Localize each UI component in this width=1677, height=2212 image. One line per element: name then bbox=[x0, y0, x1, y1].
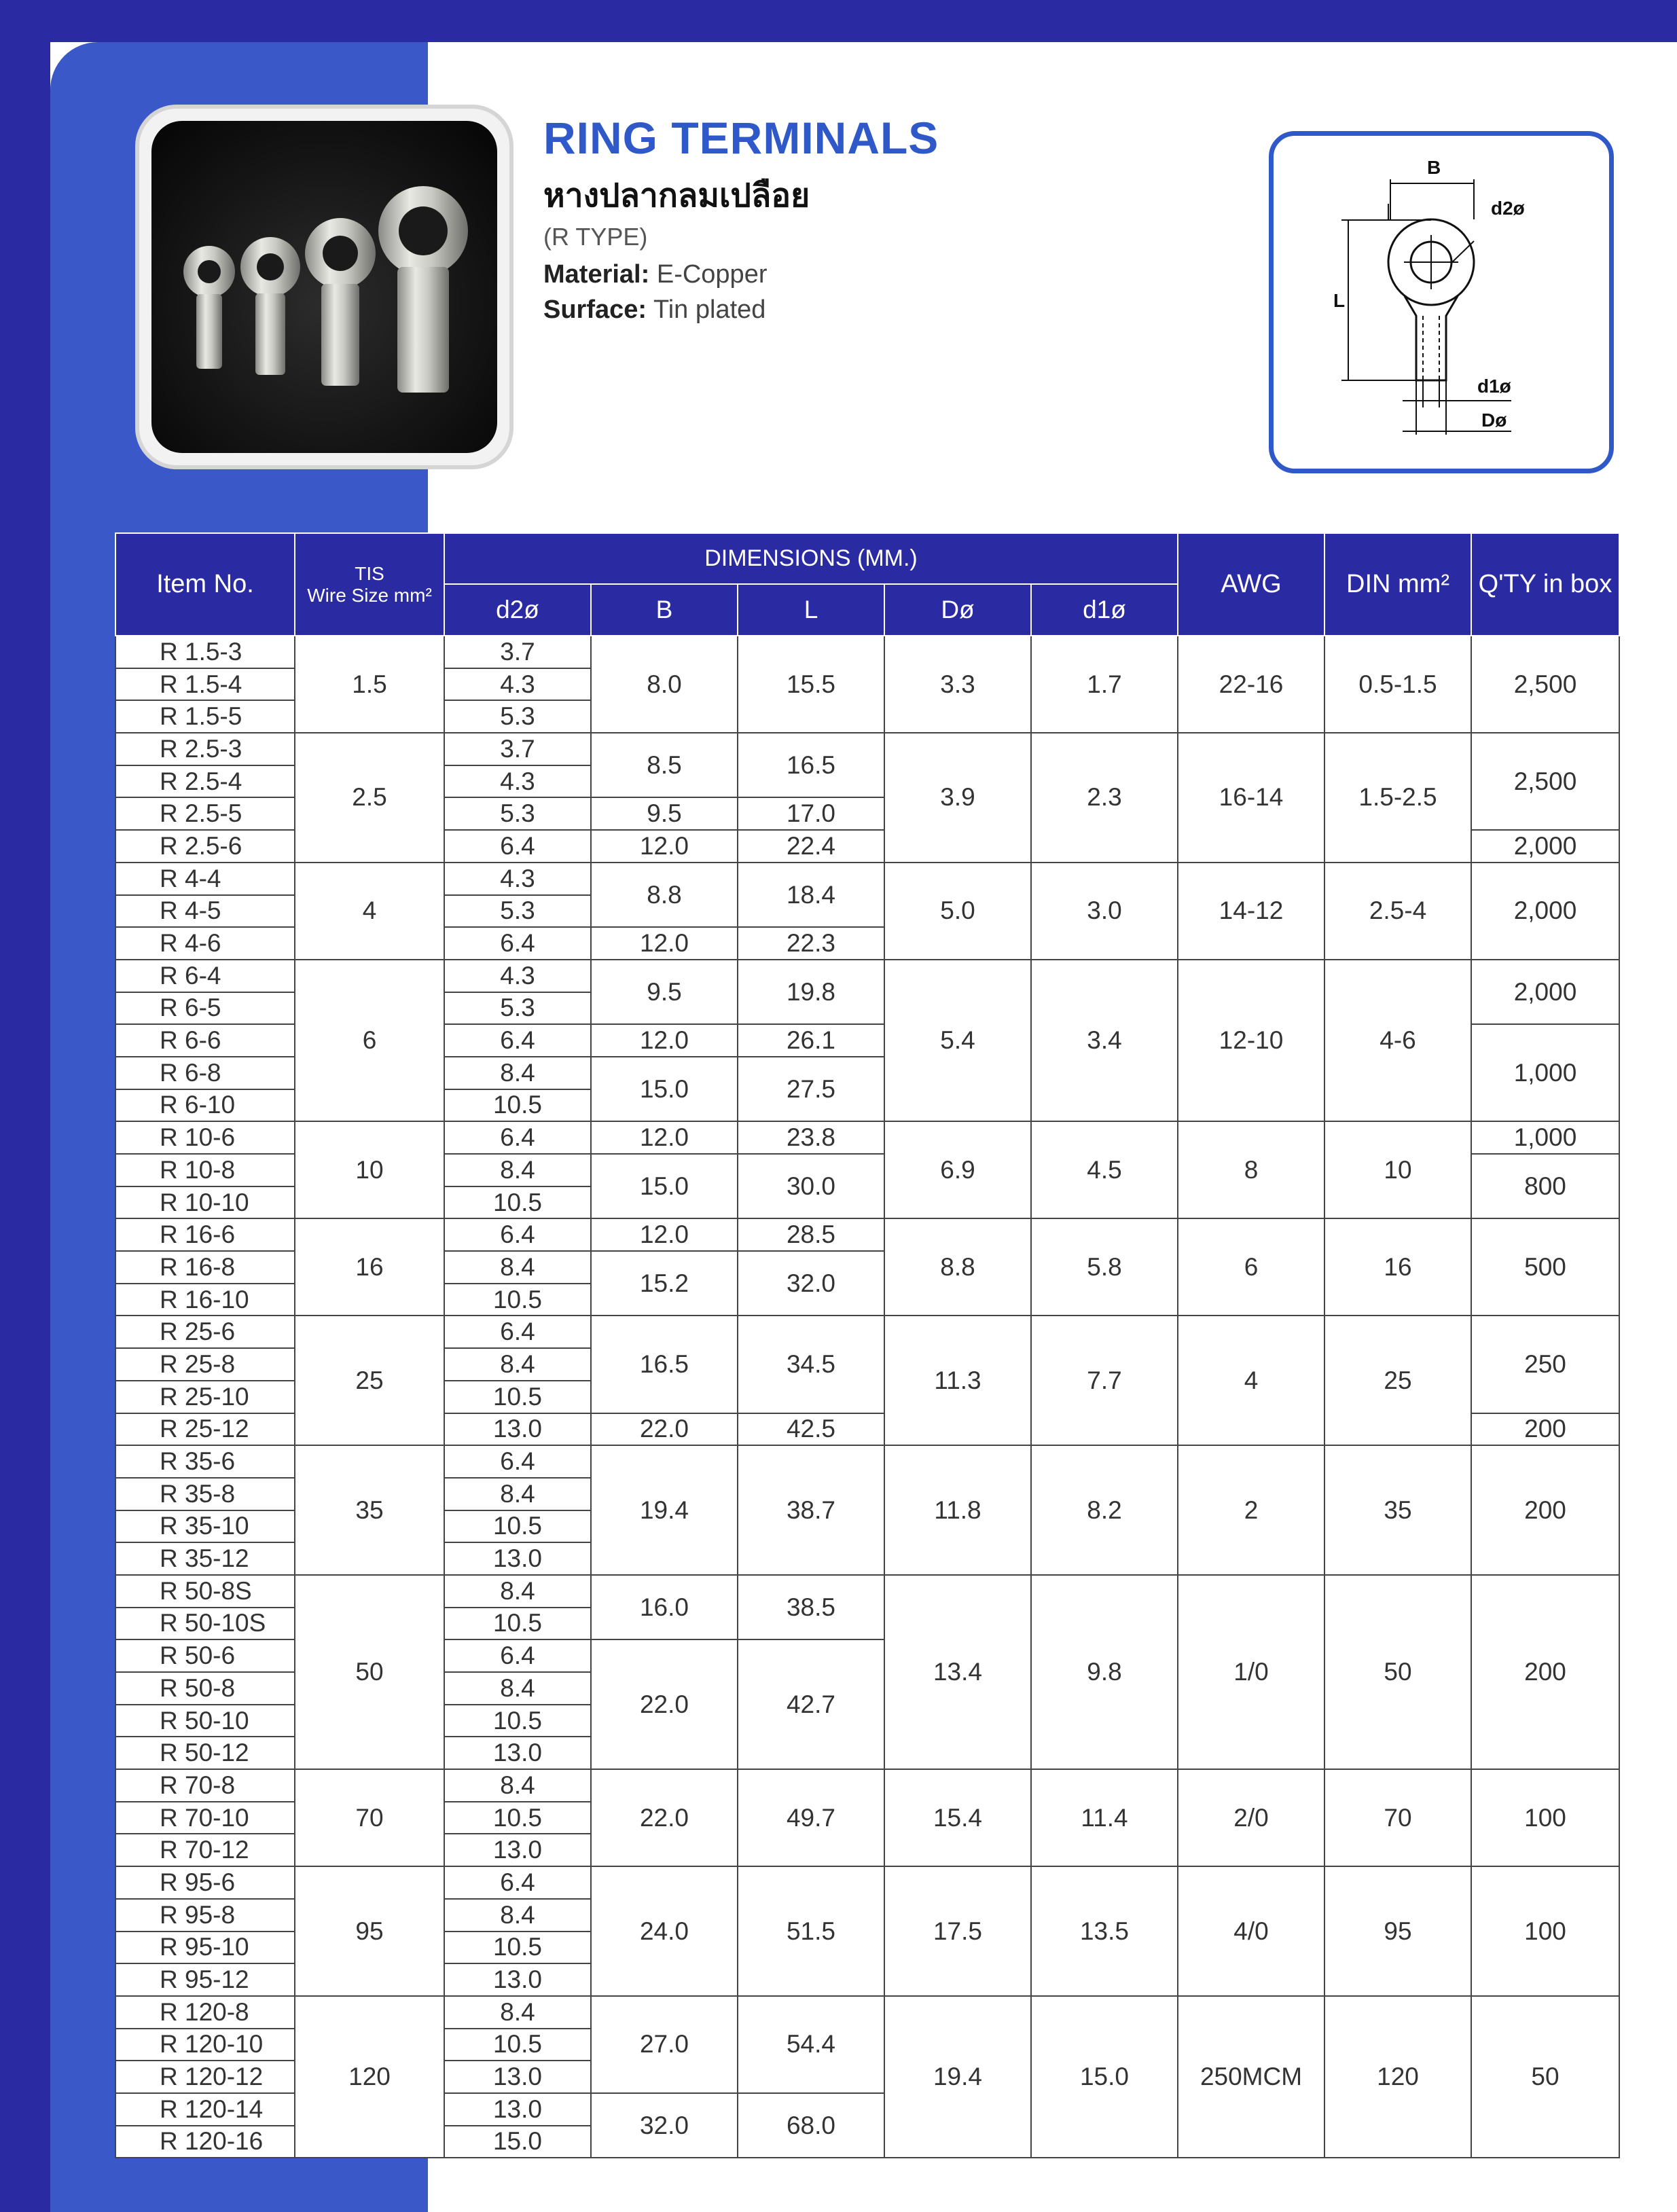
din-cell: 50 bbox=[1324, 1575, 1471, 1769]
l-cell: 42.7 bbox=[738, 1639, 884, 1769]
item-no-cell: R 120-10 bbox=[115, 2029, 295, 2061]
item-no-cell: R 120-8 bbox=[115, 1996, 295, 2029]
din-cell: 25 bbox=[1324, 1316, 1471, 1445]
product-type: (R TYPE) bbox=[543, 223, 648, 251]
header-din: DIN mm² bbox=[1324, 533, 1471, 636]
l-cell: 54.4 bbox=[738, 1996, 884, 2093]
d2-cell: 10.5 bbox=[444, 1089, 591, 1122]
awg-cell: 12-10 bbox=[1178, 960, 1324, 1121]
item-no-cell: R 35-12 bbox=[115, 1542, 295, 1575]
l-cell: 32.0 bbox=[738, 1251, 884, 1316]
d2-cell: 6.4 bbox=[444, 1445, 591, 1478]
item-no-cell: R 25-10 bbox=[115, 1381, 295, 1413]
qty-cell: 200 bbox=[1471, 1445, 1619, 1575]
d2-cell: 8.4 bbox=[444, 1769, 591, 1802]
d1-cell: 2.3 bbox=[1031, 733, 1178, 863]
item-no-cell: R 35-10 bbox=[115, 1510, 295, 1543]
item-no-cell: R 95-6 bbox=[115, 1866, 295, 1899]
ring-terminals-illustration bbox=[151, 121, 497, 453]
qty-cell: 50 bbox=[1471, 1996, 1619, 2158]
d2-cell: 6.4 bbox=[444, 1866, 591, 1899]
l-cell: 38.5 bbox=[738, 1575, 884, 1639]
item-no-cell: R 25-12 bbox=[115, 1413, 295, 1446]
tis-cell: 10 bbox=[295, 1121, 444, 1218]
d2-cell: 3.7 bbox=[444, 733, 591, 765]
b-cell: 19.4 bbox=[591, 1445, 738, 1575]
l-cell: 19.8 bbox=[738, 960, 884, 1024]
d2-cell: 13.0 bbox=[444, 2093, 591, 2126]
qty-cell: 2,000 bbox=[1471, 960, 1619, 1024]
d2-cell: 6.4 bbox=[444, 927, 591, 960]
diagram-label-d2: d2ø bbox=[1491, 198, 1525, 219]
d1-cell: 11.4 bbox=[1031, 1769, 1178, 1866]
l-cell: 26.1 bbox=[738, 1024, 884, 1057]
b-cell: 27.0 bbox=[591, 1996, 738, 2093]
spec-table-body bbox=[115, 636, 1619, 2158]
header-qty-in-box: Q'TY in box bbox=[1471, 533, 1619, 636]
item-no-cell: R 95-8 bbox=[115, 1899, 295, 1932]
d2-cell: 8.4 bbox=[444, 1251, 591, 1284]
item-no-cell: R 50-8 bbox=[115, 1672, 295, 1705]
d2-cell: 10.5 bbox=[444, 1932, 591, 1964]
qty-cell: 2,000 bbox=[1471, 830, 1619, 863]
dimension-diagram bbox=[1269, 131, 1614, 473]
d2-cell: 8.4 bbox=[444, 1996, 591, 2029]
awg-cell: 6 bbox=[1178, 1218, 1324, 1316]
product-photo bbox=[139, 109, 509, 465]
item-no-cell: R 2.5-4 bbox=[115, 765, 295, 798]
table-row bbox=[115, 1866, 1619, 1899]
qty-cell: 200 bbox=[1471, 1413, 1619, 1446]
table-row bbox=[115, 733, 1619, 765]
item-no-cell: R 70-8 bbox=[115, 1769, 295, 1802]
d2-cell: 8.4 bbox=[444, 1575, 591, 1608]
item-no-cell: R 10-8 bbox=[115, 1154, 295, 1186]
item-no-cell: R 6-8 bbox=[115, 1057, 295, 1089]
item-no-cell: R 35-6 bbox=[115, 1445, 295, 1478]
l-cell: 27.5 bbox=[738, 1057, 884, 1121]
awg-cell: 1/0 bbox=[1178, 1575, 1324, 1769]
surface-label: Surface: bbox=[543, 295, 647, 324]
item-no-cell: R 50-10 bbox=[115, 1705, 295, 1737]
diagram-label-d1: d1ø bbox=[1477, 376, 1511, 397]
item-no-cell: R 6-10 bbox=[115, 1089, 295, 1122]
table-row bbox=[115, 863, 1619, 895]
header-b: B bbox=[591, 584, 738, 636]
d2-cell: 6.4 bbox=[444, 830, 591, 863]
b-cell: 12.0 bbox=[591, 927, 738, 960]
din-cell: 0.5-1.5 bbox=[1324, 636, 1471, 733]
header-dimensions: DIMENSIONS (MM.) bbox=[444, 533, 1178, 584]
tis-cell: 1.5 bbox=[295, 636, 444, 733]
spec-table bbox=[115, 532, 1620, 2158]
thai-subtitle: หางปลากลมเปลือย bbox=[543, 178, 810, 214]
item-no-cell: R 50-12 bbox=[115, 1737, 295, 1769]
header-tis-line1: TIS bbox=[355, 562, 384, 584]
table-row bbox=[115, 1121, 1619, 1154]
awg-cell: 250MCM bbox=[1178, 1996, 1324, 2158]
d2-cell: 4.3 bbox=[444, 960, 591, 992]
d2-cell: 15.0 bbox=[444, 2126, 591, 2158]
item-no-cell: R 50-6 bbox=[115, 1639, 295, 1672]
d-cell: 5.0 bbox=[884, 863, 1031, 960]
awg-cell: 4/0 bbox=[1178, 1866, 1324, 1996]
l-cell: 23.8 bbox=[738, 1121, 884, 1154]
item-no-cell: R 35-8 bbox=[115, 1478, 295, 1510]
b-cell: 8.0 bbox=[591, 636, 738, 733]
ring-terminal-large bbox=[305, 218, 376, 386]
tis-cell: 4 bbox=[295, 863, 444, 960]
item-no-cell: R 50-8S bbox=[115, 1575, 295, 1608]
tis-cell: 35 bbox=[295, 1445, 444, 1575]
d2-cell: 6.4 bbox=[444, 1024, 591, 1057]
d2-cell: 13.0 bbox=[444, 1542, 591, 1575]
d2-cell: 8.4 bbox=[444, 1057, 591, 1089]
d1-cell: 5.8 bbox=[1031, 1218, 1178, 1316]
din-cell: 95 bbox=[1324, 1866, 1471, 1996]
d2-cell: 4.3 bbox=[444, 863, 591, 895]
item-no-cell: R 4-4 bbox=[115, 863, 295, 895]
d2-cell: 5.3 bbox=[444, 992, 591, 1025]
awg-cell: 4 bbox=[1178, 1316, 1324, 1445]
item-no-cell: R 16-8 bbox=[115, 1251, 295, 1284]
qty-cell: 800 bbox=[1471, 1154, 1619, 1218]
d1-cell: 1.7 bbox=[1031, 636, 1178, 733]
surface-spec bbox=[543, 295, 765, 325]
product-photo-image bbox=[151, 121, 497, 453]
d-cell: 17.5 bbox=[884, 1866, 1031, 1996]
b-cell: 8.8 bbox=[591, 863, 738, 927]
d2-cell: 3.7 bbox=[444, 636, 591, 668]
l-cell: 38.7 bbox=[738, 1445, 884, 1575]
d-cell: 5.4 bbox=[884, 960, 1031, 1121]
b-cell: 24.0 bbox=[591, 1866, 738, 1996]
qty-cell: 200 bbox=[1471, 1575, 1619, 1769]
d-cell: 13.4 bbox=[884, 1575, 1031, 1769]
item-no-cell: R 4-6 bbox=[115, 927, 295, 960]
item-no-cell: R 25-6 bbox=[115, 1316, 295, 1348]
d2-cell: 13.0 bbox=[444, 1413, 591, 1446]
d1-cell: 15.0 bbox=[1031, 1996, 1178, 2158]
tis-cell: 120 bbox=[295, 1996, 444, 2158]
d1-cell: 8.2 bbox=[1031, 1445, 1178, 1575]
item-no-cell: R 50-10S bbox=[115, 1608, 295, 1640]
page-title: RING TERMINALS bbox=[543, 113, 939, 163]
d1-cell: 9.8 bbox=[1031, 1575, 1178, 1769]
b-cell: 15.0 bbox=[591, 1057, 738, 1121]
d2-cell: 5.3 bbox=[444, 797, 591, 830]
qty-cell: 100 bbox=[1471, 1866, 1619, 1996]
awg-cell: 2/0 bbox=[1178, 1769, 1324, 1866]
item-no-cell: R 70-10 bbox=[115, 1802, 295, 1834]
table-row bbox=[115, 1575, 1619, 1608]
d2-cell: 13.0 bbox=[444, 1963, 591, 1996]
header-l: L bbox=[738, 584, 884, 636]
b-cell: 15.0 bbox=[591, 1154, 738, 1218]
d2-cell: 6.4 bbox=[444, 1316, 591, 1348]
left-color-band bbox=[0, 0, 50, 2212]
awg-cell: 22-16 bbox=[1178, 636, 1324, 733]
b-cell: 15.2 bbox=[591, 1251, 738, 1316]
d2-cell: 10.5 bbox=[444, 1510, 591, 1543]
din-cell: 120 bbox=[1324, 1996, 1471, 2158]
awg-cell: 2 bbox=[1178, 1445, 1324, 1575]
l-cell: 22.3 bbox=[738, 927, 884, 960]
qty-cell: 250 bbox=[1471, 1316, 1619, 1413]
l-cell: 68.0 bbox=[738, 2093, 884, 2158]
d2-cell: 10.5 bbox=[444, 1608, 591, 1640]
b-cell: 12.0 bbox=[591, 1024, 738, 1057]
item-no-cell: R 95-12 bbox=[115, 1963, 295, 1996]
din-cell: 1.5-2.5 bbox=[1324, 733, 1471, 863]
item-no-cell: R 6-4 bbox=[115, 960, 295, 992]
item-no-cell: R 25-8 bbox=[115, 1348, 295, 1381]
d2-cell: 10.5 bbox=[444, 2029, 591, 2061]
item-no-cell: R 4-5 bbox=[115, 895, 295, 928]
b-cell: 22.0 bbox=[591, 1639, 738, 1769]
l-cell: 22.4 bbox=[738, 830, 884, 863]
header-tis-wire-size bbox=[295, 533, 444, 636]
ring-terminal-xlarge bbox=[378, 186, 468, 393]
tis-cell: 16 bbox=[295, 1218, 444, 1316]
d1-cell: 7.7 bbox=[1031, 1316, 1178, 1445]
b-cell: 22.0 bbox=[591, 1413, 738, 1446]
awg-cell: 14-12 bbox=[1178, 863, 1324, 960]
awg-cell: 8 bbox=[1178, 1121, 1324, 1218]
l-cell: 34.5 bbox=[738, 1316, 884, 1413]
material-label: Material: bbox=[543, 260, 650, 289]
table-row bbox=[115, 1218, 1619, 1251]
tis-cell: 70 bbox=[295, 1769, 444, 1866]
table-row bbox=[115, 960, 1619, 992]
d-cell: 3.3 bbox=[884, 636, 1031, 733]
d2-cell: 10.5 bbox=[444, 1381, 591, 1413]
d1-cell: 4.5 bbox=[1031, 1121, 1178, 1218]
d2-cell: 10.5 bbox=[444, 1705, 591, 1737]
header-d: Dø bbox=[884, 584, 1031, 636]
table-row bbox=[115, 1316, 1619, 1348]
l-cell: 16.5 bbox=[738, 733, 884, 797]
d2-cell: 5.3 bbox=[444, 895, 591, 928]
item-no-cell: R 95-10 bbox=[115, 1932, 295, 1964]
item-no-cell: R 120-16 bbox=[115, 2126, 295, 2158]
item-no-cell: R 6-5 bbox=[115, 992, 295, 1025]
header-item-no: Item No. bbox=[115, 533, 295, 636]
b-cell: 12.0 bbox=[591, 1121, 738, 1154]
d2-cell: 8.4 bbox=[444, 1672, 591, 1705]
tis-cell: 6 bbox=[295, 960, 444, 1121]
tis-cell: 25 bbox=[295, 1316, 444, 1445]
ring-terminal-medium bbox=[240, 237, 300, 375]
d2-cell: 4.3 bbox=[444, 668, 591, 701]
d1-cell: 3.4 bbox=[1031, 960, 1178, 1121]
d-cell: 3.9 bbox=[884, 733, 1031, 863]
item-no-cell: R 10-6 bbox=[115, 1121, 295, 1154]
d2-cell: 10.5 bbox=[444, 1802, 591, 1834]
l-cell: 28.5 bbox=[738, 1218, 884, 1251]
d2-cell: 10.5 bbox=[444, 1186, 591, 1219]
din-cell: 4-6 bbox=[1324, 960, 1471, 1121]
tis-cell: 2.5 bbox=[295, 733, 444, 863]
header-awg: AWG bbox=[1178, 533, 1324, 636]
d2-cell: 4.3 bbox=[444, 765, 591, 798]
item-no-cell: R 16-10 bbox=[115, 1284, 295, 1316]
item-no-cell: R 2.5-3 bbox=[115, 733, 295, 765]
qty-cell: 500 bbox=[1471, 1218, 1619, 1316]
qty-cell: 2,500 bbox=[1471, 733, 1619, 830]
b-cell: 16.0 bbox=[591, 1575, 738, 1639]
material-spec bbox=[543, 260, 767, 289]
table-row bbox=[115, 1445, 1619, 1478]
din-cell: 10 bbox=[1324, 1121, 1471, 1218]
d2-cell: 5.3 bbox=[444, 700, 591, 733]
qty-cell: 2,500 bbox=[1471, 636, 1619, 733]
diagram-label-d: Dø bbox=[1481, 410, 1507, 431]
b-cell: 22.0 bbox=[591, 1769, 738, 1866]
b-cell: 9.5 bbox=[591, 797, 738, 830]
material-value: E-Copper bbox=[656, 260, 768, 289]
item-no-cell: R 1.5-4 bbox=[115, 668, 295, 701]
item-no-cell: R 16-6 bbox=[115, 1218, 295, 1251]
d1-cell: 3.0 bbox=[1031, 863, 1178, 960]
l-cell: 49.7 bbox=[738, 1769, 884, 1866]
l-cell: 51.5 bbox=[738, 1866, 884, 1996]
din-cell: 2.5-4 bbox=[1324, 863, 1471, 960]
b-cell: 8.5 bbox=[591, 733, 738, 797]
b-cell: 9.5 bbox=[591, 960, 738, 1024]
item-no-cell: R 70-12 bbox=[115, 1834, 295, 1866]
d2-cell: 10.5 bbox=[444, 1284, 591, 1316]
b-cell: 12.0 bbox=[591, 830, 738, 863]
header-d1: d1ø bbox=[1031, 584, 1178, 636]
d2-cell: 8.4 bbox=[444, 1348, 591, 1381]
d2-cell: 6.4 bbox=[444, 1218, 591, 1251]
item-no-cell: R 1.5-5 bbox=[115, 700, 295, 733]
din-cell: 35 bbox=[1324, 1445, 1471, 1575]
d-cell: 19.4 bbox=[884, 1996, 1031, 2158]
item-no-cell: R 10-10 bbox=[115, 1186, 295, 1219]
qty-cell: 100 bbox=[1471, 1769, 1619, 1866]
table-row bbox=[115, 636, 1619, 668]
d-cell: 11.3 bbox=[884, 1316, 1031, 1445]
b-cell: 32.0 bbox=[591, 2093, 738, 2158]
diagram-label-b: B bbox=[1427, 157, 1441, 178]
b-cell: 12.0 bbox=[591, 1218, 738, 1251]
d2-cell: 8.4 bbox=[444, 1154, 591, 1186]
d-cell: 11.8 bbox=[884, 1445, 1031, 1575]
d2-cell: 13.0 bbox=[444, 2061, 591, 2093]
d2-cell: 13.0 bbox=[444, 1737, 591, 1769]
d-cell: 6.9 bbox=[884, 1121, 1031, 1218]
qty-cell: 1,000 bbox=[1471, 1024, 1619, 1121]
item-no-cell: R 1.5-3 bbox=[115, 636, 295, 668]
qty-cell: 2,000 bbox=[1471, 863, 1619, 960]
tis-cell: 95 bbox=[295, 1866, 444, 1996]
l-cell: 15.5 bbox=[738, 636, 884, 733]
item-no-cell: R 120-14 bbox=[115, 2093, 295, 2126]
item-no-cell: R 2.5-6 bbox=[115, 830, 295, 863]
tis-cell: 50 bbox=[295, 1575, 444, 1769]
table-row bbox=[115, 1996, 1619, 2029]
header-tis-line2: Wire Size mm² bbox=[307, 584, 432, 606]
d2-cell: 6.4 bbox=[444, 1121, 591, 1154]
l-cell: 17.0 bbox=[738, 797, 884, 830]
awg-cell: 16-14 bbox=[1178, 733, 1324, 863]
top-color-band bbox=[0, 0, 1677, 42]
l-cell: 42.5 bbox=[738, 1413, 884, 1446]
l-cell: 18.4 bbox=[738, 863, 884, 927]
d2-cell: 8.4 bbox=[444, 1899, 591, 1932]
b-cell: 16.5 bbox=[591, 1316, 738, 1413]
item-no-cell: R 6-6 bbox=[115, 1024, 295, 1057]
diagram-label-l: L bbox=[1333, 290, 1346, 311]
din-cell: 70 bbox=[1324, 1769, 1471, 1866]
item-no-cell: R 120-12 bbox=[115, 2061, 295, 2093]
item-no-cell: R 2.5-5 bbox=[115, 797, 295, 830]
d2-cell: 6.4 bbox=[444, 1639, 591, 1672]
l-cell: 30.0 bbox=[738, 1154, 884, 1218]
din-cell: 16 bbox=[1324, 1218, 1471, 1316]
table-row bbox=[115, 1769, 1619, 1802]
d2-cell: 8.4 bbox=[444, 1478, 591, 1510]
d-cell: 15.4 bbox=[884, 1769, 1031, 1866]
ring-terminal-small bbox=[183, 246, 235, 369]
d-cell: 8.8 bbox=[884, 1218, 1031, 1316]
header-d2: d2ø bbox=[444, 584, 591, 636]
surface-value: Tin plated bbox=[653, 295, 766, 324]
ring-terminal-drawing bbox=[1274, 136, 1609, 469]
d1-cell: 13.5 bbox=[1031, 1866, 1178, 1996]
d2-cell: 13.0 bbox=[444, 1834, 591, 1866]
qty-cell: 1,000 bbox=[1471, 1121, 1619, 1154]
